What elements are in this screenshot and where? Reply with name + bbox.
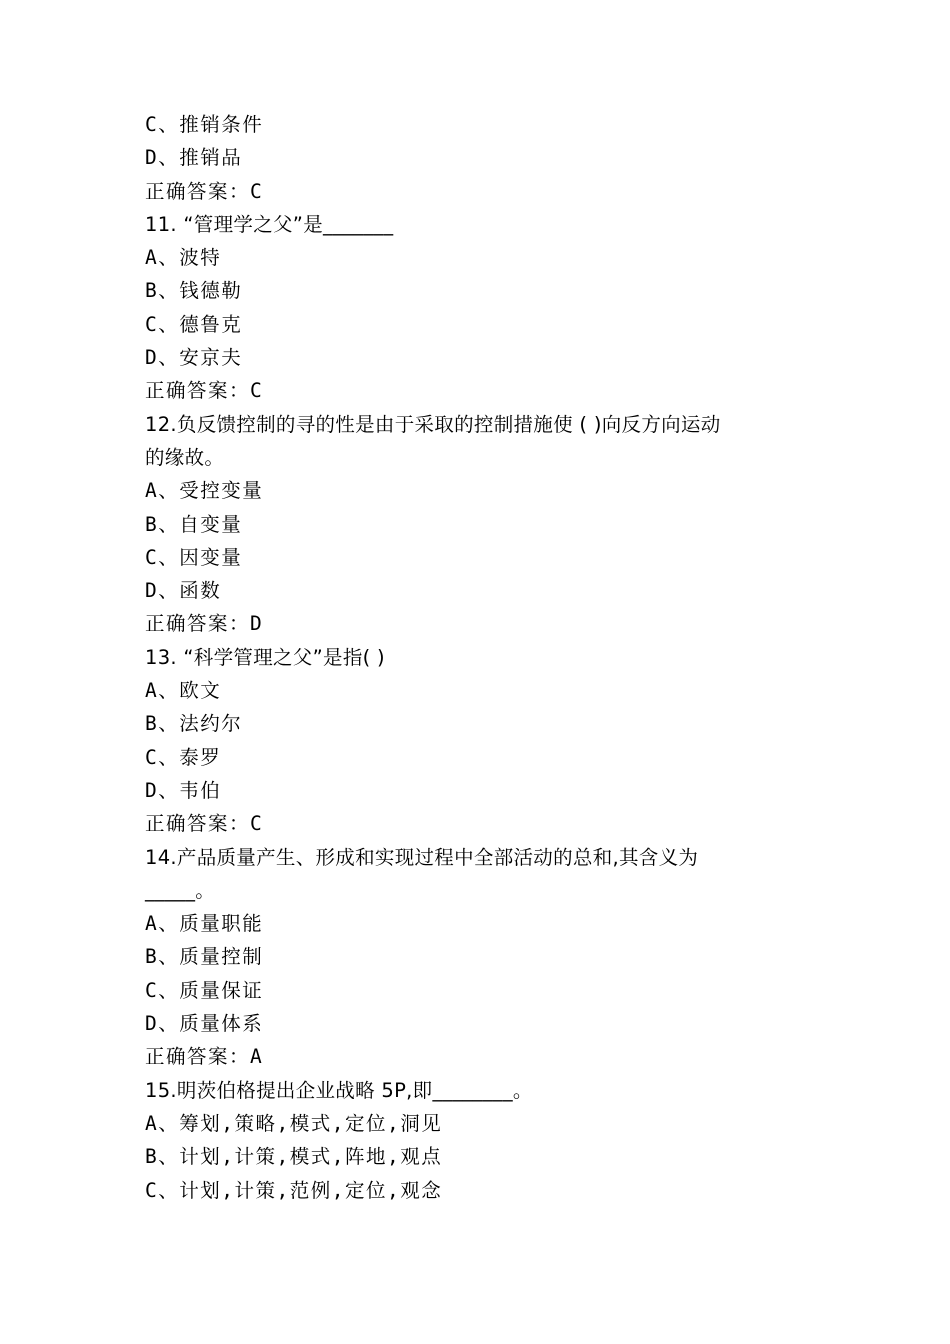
option-line: D、函数 [145, 579, 222, 603]
question-line: 14.产品质量产生、形成和实现过程中全部活动的总和,其含义为 [145, 845, 699, 869]
option-line: B、法约尔 [145, 712, 243, 736]
option-line: A、筹划,策略,模式,定位,洞见 [145, 1111, 443, 1135]
answer-line: 正确答案：A [145, 1045, 264, 1069]
option-line: B、质量控制 [145, 945, 264, 969]
question-line: 12.负反馈控制的寻的性是由于采取的控制措施使 ( )向反方向运动 [145, 412, 721, 436]
option-line: B、钱德勒 [145, 279, 243, 303]
answer-line: 正确答案：C [145, 812, 264, 836]
option-line: A、质量职能 [145, 912, 264, 936]
option-line: B、计划,计策,模式,阵地,观点 [145, 1145, 443, 1169]
option-line: C、质量保证 [145, 978, 264, 1002]
option-line: C、推销条件 [145, 113, 264, 136]
question-line: 13. “科学管理之父”是指( ) [145, 645, 385, 669]
option-line: D、推销品 [145, 146, 243, 170]
answer-line: 正确答案：C [145, 179, 264, 203]
question-line: 的缘故。 [145, 445, 225, 469]
option-line: D、质量体系 [145, 1012, 264, 1036]
question-line: 11. “管理学之父”是_______ [145, 212, 394, 236]
document-body [145, 108, 825, 1207]
option-line: D、安京夫 [145, 346, 243, 370]
option-line: C、计划,计策,范例,定位,观念 [145, 1178, 443, 1202]
option-line: C、泰罗 [145, 745, 222, 769]
question-line: 15.明茨伯格提出企业战略 5P,即________。 [145, 1078, 533, 1102]
option-line: A、欧文 [145, 679, 222, 703]
option-line: A、受控变量 [145, 479, 264, 503]
answer-line: 正确答案：D [145, 612, 264, 636]
option-line: B、自变量 [145, 512, 243, 536]
question-line: _____。 [145, 878, 216, 902]
option-line: A、波特 [145, 246, 222, 270]
answer-line: 正确答案：C [145, 379, 264, 403]
option-line: C、因变量 [145, 545, 243, 569]
option-line: C、德鲁克 [145, 312, 243, 336]
option-line: D、韦伯 [145, 778, 222, 802]
